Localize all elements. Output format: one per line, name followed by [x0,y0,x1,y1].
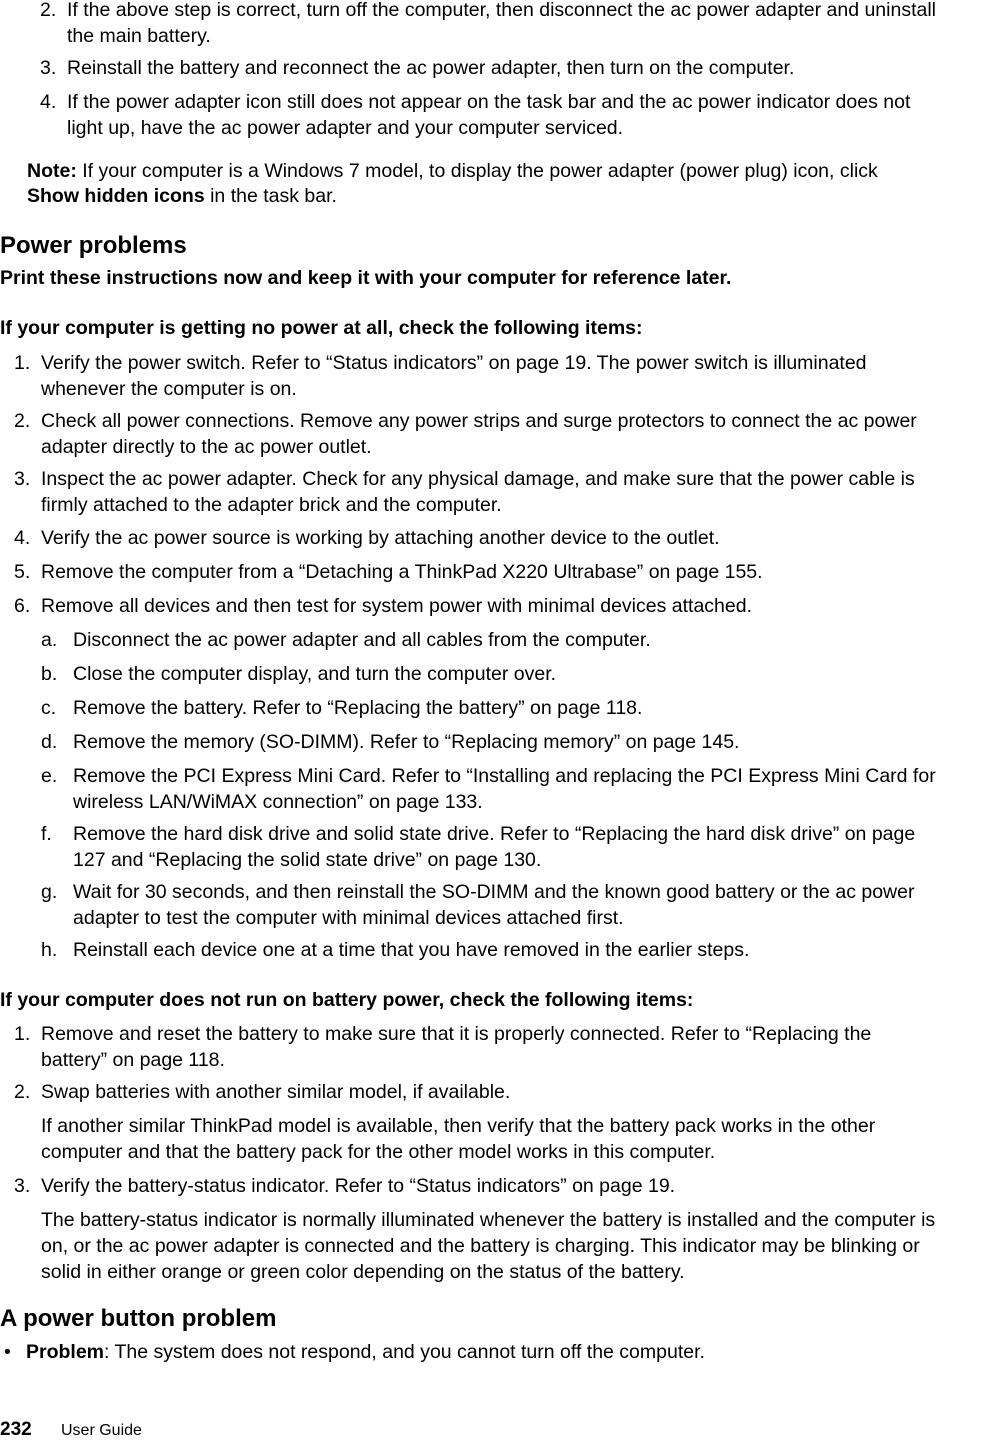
item-number: 3. [14,1175,31,1197]
problem-text: : The system does not respond, and you cannot turn off the computer. [104,1341,705,1363]
no-power-item-2 [14,408,1003,460]
bullet: • [4,1341,11,1363]
battery-item-3-detail [14,1207,1003,1285]
sub-item-letter: c. [41,697,57,719]
item-number: 1. [14,352,31,374]
item-text: on, or the ac power adapter is connected and the battery is charging. This indicator may be blinking or [41,1235,920,1257]
item-number: 1. [14,1023,31,1045]
sub-item-c [41,695,1003,721]
sub-item-a [41,627,1003,653]
battery-item-2 [14,1079,1003,1105]
sub-item-g [41,879,1003,931]
step-number: 2. [40,0,57,21]
item-text: The battery-status indicator is normally illuminated whenever the battery is installed and the computer is [41,1209,936,1231]
item-text: Verify the ac power source is working by attaching another device to the outlet. [41,527,720,549]
item-number: 3. [14,468,31,490]
sub-item-text: Remove the memory (SO-DIMM). Refer to “Replacing memory” on page 145. [73,731,740,753]
sub-item-text: Disconnect the ac power adapter and all cables from the computer. [73,629,651,651]
sub-item-text: Remove the hard disk drive and solid state drive. Refer to “Replacing the hard disk drive” on page [73,823,916,845]
item-text: whenever the computer is on. [41,378,297,400]
item-text: If another similar ThinkPad model is available, then verify that the battery pack works in the other [41,1115,876,1137]
sub-item-letter: e. [41,765,58,787]
page-number: 232 [0,1419,32,1440]
sub-item-text: 127 and “Replacing the solid state drive” on page 130. [73,849,542,871]
sub-item-text: Remove the battery. Refer to “Replacing the battery” on page 118. [73,697,643,719]
problem-label: Problem [26,1341,105,1363]
note-label: Note: [27,160,77,182]
item-number: 4. [14,527,31,549]
power-button-problem-item [4,1339,705,1365]
sub-item-letter: g. [41,881,58,903]
sub-item-b [41,661,1003,687]
step-text: light up, have the ac power adapter and your computer serviced. [67,117,624,139]
item-number: 2. [14,1081,31,1103]
sub-item-e [41,763,1003,815]
sub-item-text: Close the computer display, and turn the computer over. [73,663,557,685]
sub-item-f [41,821,1003,873]
no-power-item-1 [14,350,1003,402]
item-text: battery” on page 118. [41,1049,225,1071]
item-number: 2. [14,410,31,432]
sub-item-text: wireless LAN/WiMAX connection” on page 133. [73,791,483,813]
battery-item-2-detail [14,1113,1003,1165]
top-step-2 [40,0,1003,49]
item-text: firmly attached to the adapter brick and the computer. [41,494,502,516]
sub-item-text: Wait for 30 seconds, and then reinstall the SO-DIMM and the known good battery or the ac power [73,881,915,903]
sub-item-letter: b. [41,663,58,685]
step-number: 4. [40,91,57,113]
sub-item-letter: f. [41,823,52,845]
item-text: Inspect the ac power adapter. Check for any physical damage, and make sure that the power cable is [41,468,915,490]
footer-title: User Guide [61,1422,142,1439]
top-step-4 [40,89,1003,141]
item-text: Remove the computer from a “Detaching a ThinkPad X220 Ultrabase” on page 155. [41,561,763,583]
step-text: Reinstall the battery and reconnect the ac power adapter, then turn on the computer. [67,57,795,79]
item-text: computer and that the battery pack for the other model works in this computer. [41,1141,716,1163]
section-heading-power-problems: Power problems [0,232,187,259]
print-instructions-note: Print these instructions now and keep it with your computer for reference later. [0,267,732,289]
item-text: adapter directly to the ac power outlet. [41,436,372,458]
sub-item-text: Remove the PCI Express Mini Card. Refer to “Installing and replacing the PCI Express Mini Card for [73,765,936,787]
sub-item-letter: d. [41,731,58,753]
sub-item-text: Reinstall each device one at a time that you have removed in the earlier steps. [73,939,750,961]
step-text: If the above step is correct, turn off the computer, then disconnect the ac power adapter and uninstall [67,0,936,21]
item-text: solid in either orange or green color depending on the status of the battery. [41,1261,685,1283]
step-text: If the power adapter icon still does not appear on the task bar and the ac power indicator does not [67,91,911,113]
no-power-item-6 [14,593,1003,619]
section-heading-power-button: A power button problem [0,1305,277,1332]
battery-power-intro: If your computer does not run on battery power, check the following items: [0,989,694,1011]
sub-item-d [41,729,1003,755]
item-number: 5. [14,561,31,583]
battery-item-1 [14,1021,1003,1073]
no-power-item-3 [14,466,1003,518]
item-text: Verify the power switch. Refer to “Status indicators” on page 19. The power switch is illuminated [41,352,867,374]
item-text: Verify the battery-status indicator. Refer to “Status indicators” on page 19. [41,1175,676,1197]
no-power-item-4 [14,525,1003,551]
item-text: Swap batteries with another similar model, if available. [41,1081,511,1103]
sub-item-h [41,937,1003,963]
step-number: 3. [40,57,57,79]
battery-item-3 [14,1173,1003,1199]
note-paragraph-line2 [27,183,337,209]
sub-item-letter: h. [41,939,58,961]
sub-item-text: adapter to test the computer with minimal devices attached first. [73,907,624,929]
item-number: 6. [14,595,31,617]
item-text: Check all power connections. Remove any power strips and surge protectors to connect the ac power [41,410,917,432]
note-paragraph [27,158,878,184]
item-text: Remove all devices and then test for system power with minimal devices attached. [41,595,752,617]
note-text: in the task bar. [210,185,337,207]
note-text: If your computer is a Windows 7 model, to display the power adapter (power plug) icon, click [82,160,878,182]
no-power-intro: If your computer is getting no power at all, check the following items: [0,317,643,339]
no-power-item-5 [14,559,1003,585]
show-hidden-icons-label: Show hidden icons [27,185,205,207]
top-step-3 [40,55,1003,81]
step-text: the main battery. [67,25,211,47]
item-text: Remove and reset the battery to make sure that it is properly connected. Refer to “Replacing the [41,1023,872,1045]
sub-item-letter: a. [41,629,58,651]
